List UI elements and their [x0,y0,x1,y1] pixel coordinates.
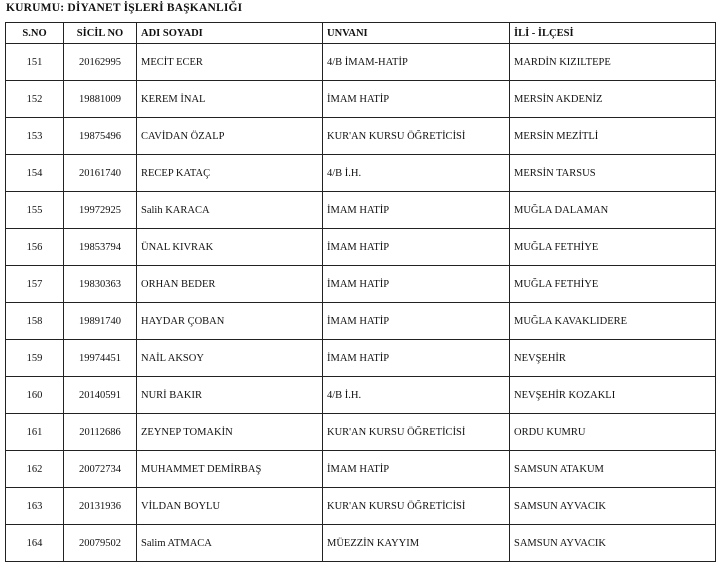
cell-unvan: KUR'AN KURSU ÖĞRETİCİSİ [323,488,510,525]
cell-unvan: 4/B İ.H. [323,155,510,192]
cell-il: MERSİN TARSUS [510,155,716,192]
personnel-table [5,22,716,562]
table-row [6,303,716,340]
cell-name: ÜNAL KIVRAK [137,229,323,266]
table-row [6,414,716,451]
cell-sicil: 20112686 [64,414,137,451]
cell-name: MUHAMMET DEMİRBAŞ [137,451,323,488]
cell-name: VİLDAN BOYLU [137,488,323,525]
cell-name: Salih KARACA [137,192,323,229]
cell-name: RECEP KATAÇ [137,155,323,192]
cell-il: SAMSUN AYVACIK [510,488,716,525]
cell-unvan: İMAM HATİP [323,303,510,340]
cell-unvan: KUR'AN KURSU ÖĞRETİCİSİ [323,118,510,155]
cell-unvan: İMAM HATİP [323,192,510,229]
cell-no: 162 [6,451,64,488]
cell-no: 159 [6,340,64,377]
cell-name: CAVİDAN ÖZALP [137,118,323,155]
cell-unvan: 4/B İ.H. [323,377,510,414]
cell-unvan: MÜEZZİN KAYYIM [323,525,510,562]
cell-unvan: İMAM HATİP [323,451,510,488]
cell-name: MECİT ECER [137,44,323,81]
cell-name: NURİ BAKIR [137,377,323,414]
cell-sicil: 19974451 [64,340,137,377]
table-row [6,525,716,562]
column-header-name: ADI SOYADI [137,23,323,44]
table-row [6,229,716,266]
cell-il: NEVŞEHİR KOZAKLI [510,377,716,414]
cell-no: 163 [6,488,64,525]
table-row [6,266,716,303]
table-row [6,44,716,81]
cell-il: MERSİN AKDENİZ [510,81,716,118]
cell-sicil: 20140591 [64,377,137,414]
table-row [6,118,716,155]
cell-il: NEVŞEHİR [510,340,716,377]
cell-no: 151 [6,44,64,81]
cell-no: 155 [6,192,64,229]
cell-il: MUĞLA DALAMAN [510,192,716,229]
cell-unvan: 4/B İMAM-HATİP [323,44,510,81]
cell-sicil: 19891740 [64,303,137,340]
cell-unvan: İMAM HATİP [323,340,510,377]
cell-name: KEREM İNAL [137,81,323,118]
column-header-no: S.NO [6,23,64,44]
cell-sicil: 20079502 [64,525,137,562]
cell-il: MUĞLA FETHİYE [510,229,716,266]
cell-sicil: 20072734 [64,451,137,488]
cell-sicil: 19881009 [64,81,137,118]
column-header-il: İLİ - İLÇESİ [510,23,716,44]
cell-no: 153 [6,118,64,155]
cell-sicil: 19853794 [64,229,137,266]
table-header-row [6,23,716,44]
cell-il: ORDU KUMRU [510,414,716,451]
cell-no: 160 [6,377,64,414]
table-row [6,488,716,525]
cell-no: 161 [6,414,64,451]
column-header-sicil: SİCİL NO [64,23,137,44]
cell-unvan: İMAM HATİP [323,266,510,303]
table-row [6,81,716,118]
table-row [6,451,716,488]
cell-name: ZEYNEP TOMAKİN [137,414,323,451]
column-header-unvan: UNVANI [323,23,510,44]
cell-name: ORHAN BEDER [137,266,323,303]
cell-il: SAMSUN ATAKUM [510,451,716,488]
table-row [6,340,716,377]
cell-il: MUĞLA KAVAKLIDERE [510,303,716,340]
cell-name: NAİL AKSOY [137,340,323,377]
cell-sicil: 20131936 [64,488,137,525]
cell-unvan: KUR'AN KURSU ÖĞRETİCİSİ [323,414,510,451]
cell-name: Salim ATMACA [137,525,323,562]
table-row [6,192,716,229]
cell-no: 164 [6,525,64,562]
cell-il: MUĞLA FETHİYE [510,266,716,303]
cell-il: SAMSUN AYVACIK [510,525,716,562]
cell-sicil: 19875496 [64,118,137,155]
cell-sicil: 20161740 [64,155,137,192]
cell-no: 156 [6,229,64,266]
table-row [6,377,716,414]
cell-no: 154 [6,155,64,192]
cell-sicil: 20162995 [64,44,137,81]
cell-sicil: 19972925 [64,192,137,229]
cell-sicil: 19830363 [64,266,137,303]
table-row [6,155,716,192]
cell-no: 152 [6,81,64,118]
document-heading: KURUMU: DİYANET İŞLERİ BAŞKANLIĞI [6,2,243,14]
cell-unvan: İMAM HATİP [323,229,510,266]
cell-no: 158 [6,303,64,340]
cell-il: MERSİN MEZİTLİ [510,118,716,155]
cell-il: MARDİN KIZILTEPE [510,44,716,81]
cell-name: HAYDAR ÇOBAN [137,303,323,340]
cell-unvan: İMAM HATİP [323,81,510,118]
cell-no: 157 [6,266,64,303]
